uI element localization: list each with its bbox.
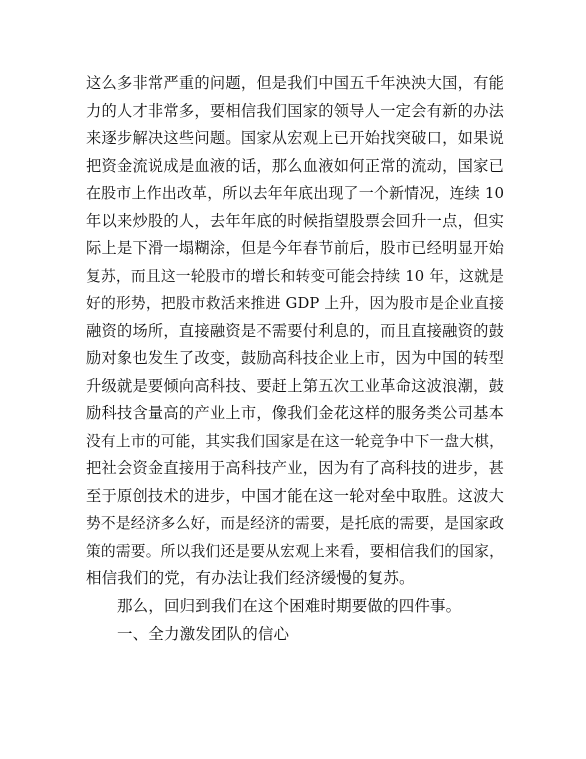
text-line: 在股市上作出改革，所以去年年底出现了一个新情况，连续 10 xyxy=(86,184,505,202)
text-line: 复苏，而且这一轮股市的增长和转变可能会持续 10 年，这就是 xyxy=(86,267,504,285)
text-line: 势不是经济多么好，而是经济的需要，是托底的需要，是国家政 xyxy=(86,515,504,532)
body-paragraph xyxy=(86,593,504,621)
text-line: 这么多非常严重的问题，但是我们中国五千年泱泱大国，有能 xyxy=(86,74,504,92)
text-line: 励对象也发生了改变，鼓励高科技企业上市，因为中国的转型 xyxy=(86,349,504,367)
text-line: 相信我们的党，有办法让我们经济缓慢的复苏。 xyxy=(86,569,415,587)
heading-text: 一、全力激发团队的信心 xyxy=(117,625,290,643)
text-line: 那么，回归到我们在这个困难时期要做的四件事。 xyxy=(117,597,462,615)
text-line: 把社会资金直接用于高科技产业，因为有了高科技的进步，甚 xyxy=(86,459,504,477)
text-line: 年以来炒股的人，去年年底的时候指望股票会回升一点，但实 xyxy=(86,211,504,230)
text-line: 融资的场所，直接融资是不需要付利息的，而且直接融资的鼓 xyxy=(86,321,504,340)
body-paragraph xyxy=(86,70,504,593)
text-line: 际上是下滑一塌糊涂，但是今年春节前后，股市已经明显开始 xyxy=(86,239,504,257)
text-line: 策的需要。所以我们还是要从宏观上来看，要相信我们的国家， xyxy=(86,542,504,560)
text-line: 励科技含量高的产业上市，像我们金花这样的服务类公司基本 xyxy=(86,404,504,422)
section-heading xyxy=(86,621,504,649)
text-line: 好的形势，把股市救活来推进 GDP 上升，因为股市是企业直接 xyxy=(86,295,504,312)
text-line: 没有上市的可能，其实我们国家是在这一轮竞争中下一盘大棋， xyxy=(86,432,504,450)
text-line: 来逐步解决这些问题。国家从宏观上已开始找突破口，如果说 xyxy=(86,129,504,147)
text-line: 把资金流说成是血液的话，那么血液如何正常的流动，国家已 xyxy=(86,156,504,175)
text-line: 力的人才非常多，要相信我们国家的领导人一定会有新的办法 xyxy=(86,101,504,120)
text-line: 至于原创技术的进步，中国才能在这一轮对垒中取胜。这波大 xyxy=(86,486,504,505)
text-line: 升级就是要倾向高科技、要赶上第五次工业革命这波浪潮，鼓 xyxy=(86,376,504,395)
